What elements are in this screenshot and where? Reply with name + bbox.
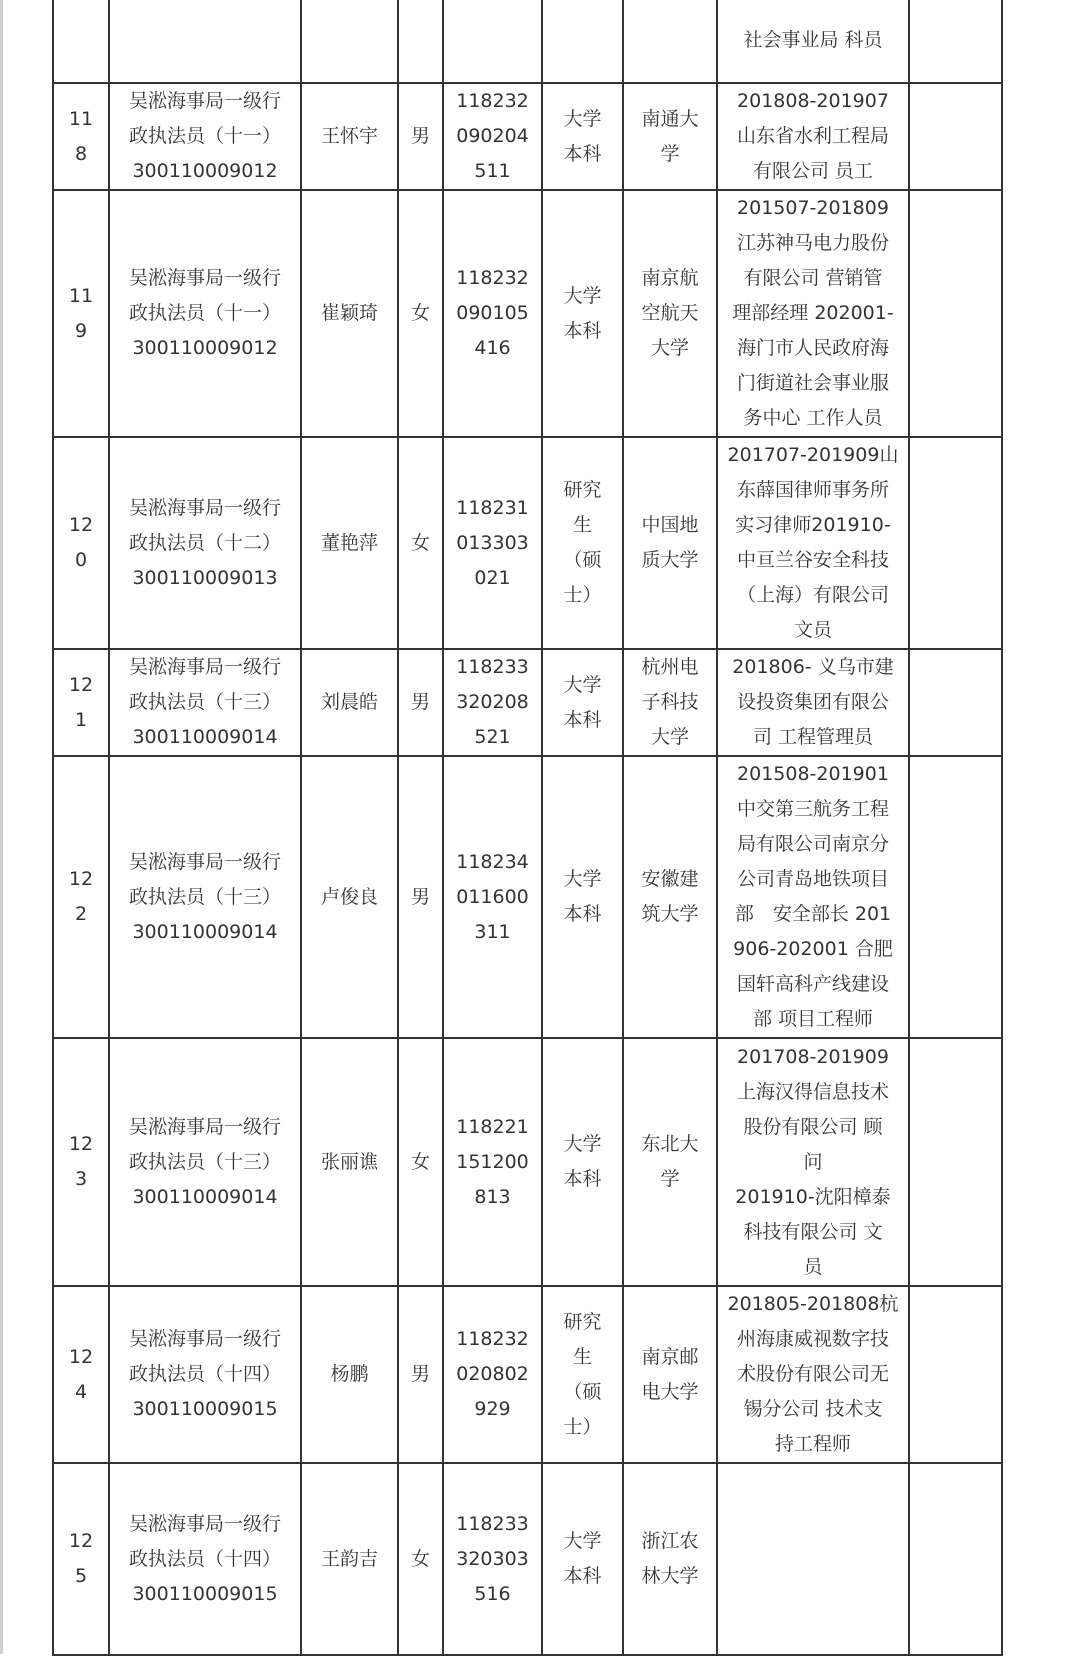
education-line: 本科 <box>563 319 602 342</box>
name-cell: 杨鹏 <box>301 1286 398 1463</box>
exam-id-cell <box>443 1038 542 1286</box>
exam-id-cell <box>443 1286 542 1463</box>
serial-number-cell <box>53 1463 109 1655</box>
work-experience-line: 国轩高科产线建设 <box>736 973 889 995</box>
school-line: 浙江农 <box>641 1530 699 1552</box>
work-experience-line: 州海康威视数字技 <box>736 1328 889 1350</box>
serial-number-cell <box>53 437 109 649</box>
exam-id-line: 929 <box>474 1398 511 1420</box>
work-experience-line: 科技有限公司 文 <box>743 1220 883 1243</box>
serial-number-cell <box>53 1286 109 1463</box>
exam-id-line: 118233 <box>456 656 529 678</box>
exam-id-line: 118233 <box>456 1512 529 1535</box>
position-cell <box>109 190 301 437</box>
education-cell <box>542 190 623 437</box>
table-row-partial <box>53 0 1002 83</box>
school-line: 筑大学 <box>641 903 699 925</box>
education-line: 研究 <box>563 1310 602 1333</box>
exam-id-line: 090105 <box>456 302 529 324</box>
work-experience-cell <box>717 1038 909 1286</box>
school-cell <box>623 190 717 437</box>
school-cell <box>623 756 717 1038</box>
work-experience-line: 201805-201808杭 <box>727 1293 899 1315</box>
education-cell <box>542 1463 623 1655</box>
remark-cell <box>909 1038 1002 1286</box>
exam-id-line: 118232 <box>456 267 529 289</box>
exam-id-cell <box>443 649 542 756</box>
education-line: 本科 <box>563 1565 602 1587</box>
position-cell <box>109 649 301 756</box>
education-cell <box>542 1038 623 1286</box>
work-experience-cell <box>717 756 909 1038</box>
school-cell <box>623 0 717 83</box>
school-line: 安徽建 <box>641 868 699 890</box>
work-experience-line: 江苏神马电力股份 <box>736 232 889 254</box>
position-line: 政执法员（十三） <box>128 885 281 908</box>
serial-number-line: 11 <box>68 107 94 130</box>
position-line: 政执法员（十四） <box>128 1547 281 1570</box>
serial-number-line: 0 <box>74 549 88 571</box>
education-cell <box>542 437 623 649</box>
school-line: 大学 <box>650 726 689 748</box>
serial-number-cell <box>53 83 109 190</box>
work-experience-line: （上海）有限公司 <box>736 584 889 606</box>
table-row <box>53 437 1002 649</box>
work-experience-line: 务中心 工作人员 <box>743 407 883 429</box>
work-experience-line: 201910-沈阳樟泰 <box>735 1185 891 1208</box>
position-line: 吴淞海事局一级行 <box>128 1512 281 1535</box>
exam-id-line: 020802 <box>456 1363 529 1385</box>
work-experience-line: 201808-201907 <box>737 90 889 112</box>
name-cell: 王怀宇 <box>301 83 398 190</box>
position-line: 300110009012 <box>132 160 278 182</box>
exam-id-line: 118232 <box>456 1328 529 1350</box>
position-cell <box>109 83 301 190</box>
work-experience-line: 201806- 义乌市建 <box>732 656 894 678</box>
gender-cell: 男 <box>398 83 443 190</box>
position-cell <box>109 0 301 83</box>
education-line: 本科 <box>563 708 602 731</box>
school-line: 大学 <box>650 337 689 359</box>
work-experience-line: 上海汉得信息技术 <box>736 1080 889 1103</box>
work-experience-line: 201507-201809 <box>737 197 889 219</box>
work-experience-line: 设投资集团有限公 <box>736 691 889 713</box>
school-cell <box>623 1463 717 1655</box>
serial-number-line: 3 <box>74 1168 88 1190</box>
education-line: 士） <box>563 1415 602 1438</box>
work-experience-line: 906-202001 合肥 <box>733 938 893 960</box>
exam-id-line: 151200 <box>456 1150 529 1173</box>
page-left-edge <box>0 0 3 1654</box>
school-line: 学 <box>660 1168 680 1190</box>
position-line: 吴淞海事局一级行 <box>128 496 281 519</box>
table-row <box>53 83 1002 190</box>
school-cell <box>623 83 717 190</box>
candidate-roster-table <box>52 0 1003 1656</box>
serial-number-line: 12 <box>68 868 94 890</box>
work-experience-line: 有限公司 员工 <box>752 160 874 182</box>
work-experience-line: 中亘兰谷安全科技 <box>736 549 889 571</box>
work-experience-line: 东薛国律师事务所 <box>736 479 889 501</box>
position-line: 300110009015 <box>132 1398 278 1420</box>
exam-id-line: 416 <box>474 337 511 359</box>
gender-cell: 男 <box>398 649 443 756</box>
exam-id-line: 320208 <box>456 691 529 713</box>
serial-number-line: 4 <box>74 1380 88 1403</box>
table-row <box>53 1286 1002 1463</box>
serial-number-line: 2 <box>74 903 88 925</box>
exam-id-line: 311 <box>474 920 511 943</box>
serial-number-line: 5 <box>74 1565 88 1587</box>
education-line: （硕 <box>563 549 602 571</box>
work-experience-line: 文员 <box>793 619 832 641</box>
work-experience-line: 锡分公司 技术支 <box>743 1398 883 1420</box>
education-line: 大学 <box>563 1530 602 1552</box>
exam-id-line: 118221 <box>456 1115 529 1138</box>
serial-number-line: 9 <box>74 319 88 342</box>
name-cell: 卢俊良 <box>301 756 398 1038</box>
remark-cell <box>909 437 1002 649</box>
work-experience-line: 中交第三航务工程 <box>736 798 889 820</box>
work-experience-line: 实习律师201910- <box>735 514 891 536</box>
exam-id-cell <box>443 756 542 1038</box>
position-line: 吴淞海事局一级行 <box>128 656 281 678</box>
school-line: 子科技 <box>641 691 699 713</box>
serial-number-line: 12 <box>68 514 94 536</box>
school-cell <box>623 1038 717 1286</box>
name-cell: 张丽谯 <box>301 1038 398 1286</box>
work-experience-line: 门街道社会事业服 <box>736 372 889 394</box>
remark-cell <box>909 190 1002 437</box>
work-experience-cell <box>717 190 909 437</box>
exam-id-cell <box>443 1463 542 1655</box>
gender-cell: 女 <box>398 437 443 649</box>
position-line: 吴淞海事局一级行 <box>128 267 281 289</box>
remark-cell <box>909 1463 1002 1655</box>
work-experience-line: 股份有限公司 顾 <box>743 1115 883 1138</box>
school-line: 东北大 <box>641 1133 699 1155</box>
position-line: 政执法员（十四） <box>128 1363 281 1385</box>
position-line: 300110009014 <box>132 920 278 943</box>
school-line: 杭州电 <box>641 656 699 678</box>
education-line: 生 <box>572 1345 592 1368</box>
name-cell: 王韵吉 <box>301 1463 398 1655</box>
table-row <box>53 649 1002 756</box>
exam-id-line: 011600 <box>456 885 529 908</box>
work-experience-line: 部 项目工程师 <box>752 1008 874 1030</box>
work-experience-cell <box>717 1463 909 1655</box>
serial-number-cell <box>53 190 109 437</box>
work-experience-line: 司 工程管理员 <box>752 726 874 748</box>
education-cell <box>542 1286 623 1463</box>
work-experience-line: 问 <box>803 1150 823 1173</box>
serial-number-cell <box>53 0 109 83</box>
serial-number-cell <box>53 1038 109 1286</box>
gender-cell: 女 <box>398 1463 443 1655</box>
school-line: 电大学 <box>641 1380 699 1403</box>
work-experience-cell <box>717 0 909 83</box>
position-line: 政执法员（十一） <box>128 125 281 147</box>
education-cell <box>542 756 623 1038</box>
school-cell <box>623 437 717 649</box>
work-experience-line: 持工程师 <box>774 1433 851 1455</box>
table-row <box>53 1463 1002 1655</box>
serial-number-line: 1 <box>74 708 88 731</box>
serial-number-cell <box>53 649 109 756</box>
exam-id-line: 813 <box>474 1185 511 1208</box>
exam-id-line: 118232 <box>456 90 529 112</box>
exam-id-line: 090204 <box>456 125 529 147</box>
school-line: 质大学 <box>641 549 699 571</box>
education-line: 大学 <box>563 868 602 890</box>
position-line: 300110009014 <box>132 1185 278 1208</box>
gender-cell: 男 <box>398 1286 443 1463</box>
name-cell: 刘晨皓 <box>301 649 398 756</box>
work-experience-line: 山东省水利工程局 <box>736 125 889 147</box>
work-experience-cell <box>717 1286 909 1463</box>
remark-cell <box>909 649 1002 756</box>
table-row <box>53 190 1002 437</box>
gender-cell <box>398 0 443 83</box>
position-line: 吴淞海事局一级行 <box>128 850 281 873</box>
work-experience-line: 术股份有限公司无 <box>736 1363 889 1385</box>
name-cell <box>301 0 398 83</box>
school-line: 南京邮 <box>641 1345 699 1368</box>
table-row <box>53 1038 1002 1286</box>
education-cell <box>542 83 623 190</box>
school-line: 中国地 <box>641 514 699 536</box>
school-cell <box>623 1286 717 1463</box>
school-line: 学 <box>660 142 680 165</box>
position-cell <box>109 1038 301 1286</box>
school-line: 空航天 <box>641 302 699 324</box>
work-experience-line: 社会事业局 科员 <box>743 29 883 51</box>
exam-id-line: 320303 <box>456 1547 529 1570</box>
work-experience-line: 理部经理 202001- <box>732 302 894 324</box>
position-line: 政执法员（十一） <box>128 302 281 324</box>
work-experience-line: 201707-201909山 <box>727 444 899 466</box>
work-experience-cell <box>717 83 909 190</box>
position-line: 政执法员（十三） <box>128 691 281 713</box>
education-line: 本科 <box>563 142 602 165</box>
school-line: 南京航 <box>641 267 699 289</box>
work-experience-cell <box>717 649 909 756</box>
position-line: 吴淞海事局一级行 <box>128 90 281 112</box>
serial-number-line: 12 <box>68 1133 94 1155</box>
education-line: 大学 <box>563 1133 602 1155</box>
serial-number-cell <box>53 756 109 1038</box>
exam-id-line: 521 <box>474 726 511 748</box>
exam-id-line: 516 <box>474 1582 511 1605</box>
work-experience-line: 公司青岛地铁项目 <box>736 868 889 890</box>
position-cell <box>109 1463 301 1655</box>
name-cell: 崔颖琦 <box>301 190 398 437</box>
education-cell <box>542 0 623 83</box>
position-line: 300110009013 <box>132 566 278 589</box>
serial-number-line: 12 <box>68 1345 94 1368</box>
school-cell <box>623 649 717 756</box>
serial-number-line: 11 <box>68 284 94 307</box>
exam-id-line: 118231 <box>456 496 529 519</box>
gender-cell: 女 <box>398 190 443 437</box>
serial-number-line: 12 <box>68 1530 94 1552</box>
exam-id-cell <box>443 437 542 649</box>
education-line: 士） <box>563 584 602 606</box>
education-line: 生 <box>572 514 592 536</box>
position-line: 300110009015 <box>132 1582 278 1605</box>
position-line: 政执法员（十三） <box>128 1150 281 1173</box>
exam-id-cell <box>443 190 542 437</box>
remark-cell <box>909 0 1002 83</box>
work-experience-line: 有限公司 营销管 <box>743 267 883 289</box>
exam-id-line: 118234 <box>456 850 529 873</box>
work-experience-line: 部 安全部长 201 <box>734 903 892 925</box>
education-line: 大学 <box>563 284 602 307</box>
position-line: 吴淞海事局一级行 <box>128 1328 281 1350</box>
work-experience-line: 201508-201901 <box>737 763 889 785</box>
education-line: 本科 <box>563 1168 602 1190</box>
serial-number-line: 12 <box>68 673 94 696</box>
remark-cell <box>909 756 1002 1038</box>
position-cell <box>109 437 301 649</box>
education-line: 本科 <box>563 903 602 925</box>
position-cell <box>109 1286 301 1463</box>
remark-cell <box>909 1286 1002 1463</box>
work-experience-line: 员 <box>803 1255 823 1278</box>
position-cell <box>109 756 301 1038</box>
gender-cell: 女 <box>398 1038 443 1286</box>
work-experience-line: 201708-201909 <box>737 1045 889 1068</box>
exam-id-cell <box>443 0 542 83</box>
school-line: 南通大 <box>641 107 699 130</box>
education-line: 大学 <box>563 673 602 696</box>
gender-cell: 男 <box>398 756 443 1038</box>
position-line: 吴淞海事局一级行 <box>128 1115 281 1138</box>
remark-cell <box>909 83 1002 190</box>
work-experience-line: 局有限公司南京分 <box>736 833 889 855</box>
position-line: 300110009012 <box>132 337 278 359</box>
work-experience-cell <box>717 437 909 649</box>
work-experience-line: 海门市人民政府海 <box>736 337 889 359</box>
name-cell: 董艳萍 <box>301 437 398 649</box>
exam-id-line: 021 <box>474 566 511 589</box>
position-line: 政执法员（十二） <box>128 531 281 554</box>
exam-id-line: 013303 <box>456 531 529 554</box>
exam-id-line: 511 <box>474 160 511 182</box>
school-line: 林大学 <box>641 1565 699 1587</box>
table-row <box>53 756 1002 1038</box>
education-cell <box>542 649 623 756</box>
education-line: 研究 <box>563 479 602 501</box>
education-line: 大学 <box>563 107 602 130</box>
position-line: 300110009014 <box>132 726 278 748</box>
exam-id-cell <box>443 83 542 190</box>
education-line: （硕 <box>563 1380 602 1403</box>
serial-number-line: 8 <box>74 142 88 165</box>
